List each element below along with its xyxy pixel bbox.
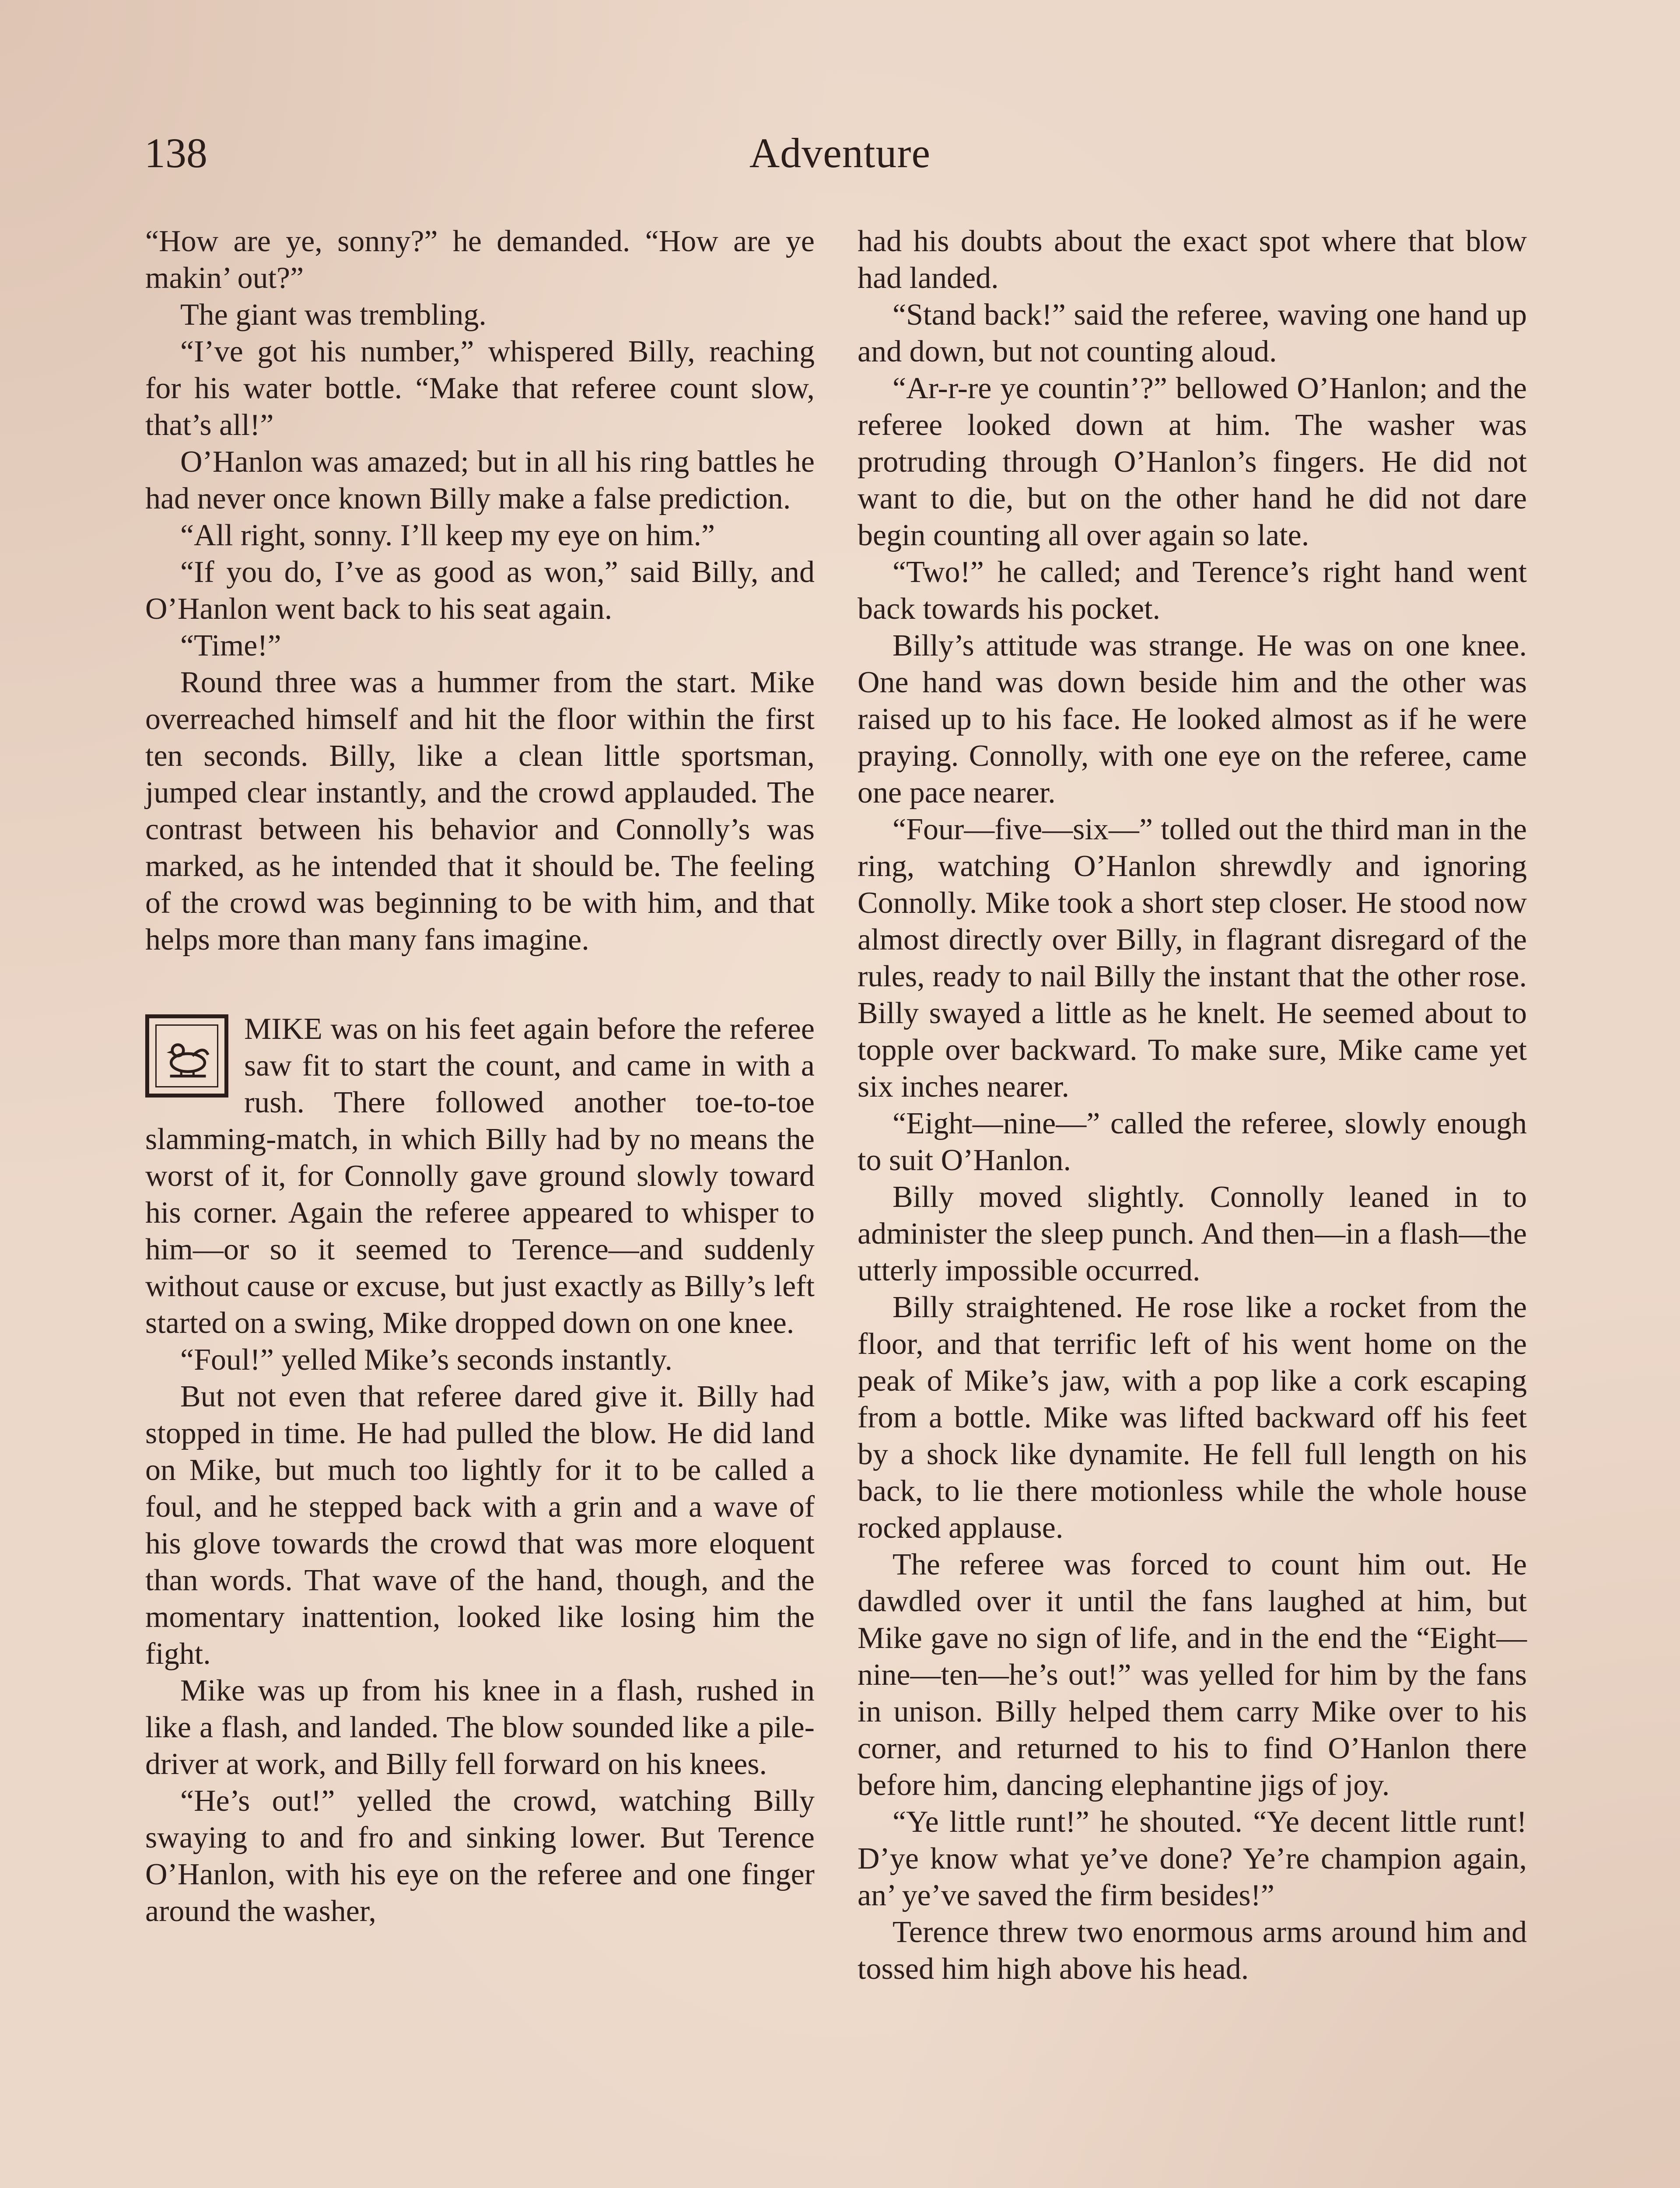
paragraph: had his doubts about the exact spot where that blow had landed. <box>858 224 1527 295</box>
paragraph: “Stand back!” said the referee, waving one hand up and down, but not counting aloud. <box>858 298 1527 368</box>
paragraph: “Ye little runt!” he shouted. “Ye decent little runt! D’ye know what ye’ve done? Ye’re champion again, an’ ye’ve saved the firm besides!” <box>858 1805 1527 1912</box>
paragraph: Mike was up from his knee in a flash, rushed in like a flash, and landed. The blow sounded like a pile-driver at work, and Billy fell forward on his knees. <box>145 1674 815 1781</box>
paragraph: “Time!” <box>180 629 281 663</box>
paragraph: “Ar-r-re ye countin’?” bellowed O’Hanlon; and the referee looked down at him. The washer was protruding through O’Hanlon’s fingers. He did not want to die, but on the other hand he did not dare begin counting all over again so late. <box>858 372 1527 552</box>
paragraph: Round three was a hummer from the start. Mike overreached himself and hit the floor within the first ten seconds. Billy, like a clean little sportsman, jumped clear instantly, and the crowd applauded. The contrast between his behavior and Connolly’s was marked, as he intended that it should be. The feeling of the crowd was beginning to be with him, and that helps more than many fans imagine. <box>145 666 815 957</box>
page-header <box>144 127 1536 179</box>
left-column <box>145 223 815 1930</box>
page-number: 138 <box>144 130 207 176</box>
paragraph: The referee was forced to count him out. He dawdled over it until the fans laughed at him, but Mike gave no sign of life, and in the end the “Eight—nine—ten—he’s out!” was yelled for him by the fans in unison. Billy helped them carry Mike over to his corner, and returned to his to find O’Hanlon there before him, dancing elephantine jigs of joy. <box>858 1548 1527 1802</box>
paragraph: “Foul!” yelled Mike’s seconds instantly. <box>180 1343 672 1377</box>
paragraph: Billy’s attitude was strange. He was on one knee. One hand was down beside him and the other was raised up to his face. He looked almost as if he were praying. Connolly, with one eye on the referee, came one pace nearer. <box>858 629 1527 810</box>
paragraph: “Eight—nine—” called the referee, slowly enough to suit O’Hanlon. <box>858 1107 1527 1177</box>
section-opening <box>145 1011 815 1342</box>
paragraph: Terence threw two enormous arms around him and tossed him high above his head. <box>858 1915 1527 1986</box>
paragraph: MIKE was on his feet again before the referee saw fit to start the count, and came in with a rush. There followed another toe-to-toe slamming-match, in which Billy had by no means the worst of it, for Connolly gave ground slowly toward his corner. Again the referee appeared to whisper to him—or so it seemed to Terence—and suddenly without cause or excuse, but just exactly as Billy’s left started on a swing, Mike dropped down on one knee. <box>145 1012 815 1340</box>
paragraph: Billy straightened. He rose like a rocket from the floor, and that terrific left of his went home on the peak of Mike’s jaw, with a pop like a cork escaping from a bottle. Mike was lifted backward off his feet by a shock like dynamite. He fell full length on his back, to lie there motionless while the whole house rocked applause. <box>858 1290 1527 1545</box>
section-break <box>145 958 815 1011</box>
bird-icon <box>159 1028 215 1084</box>
paragraph: “If you do, I’ve as good as won,” said Billy, and O’Hanlon went back to his seat again. <box>145 555 815 626</box>
paragraph: Billy moved slightly. Connolly leaned in to administer the sleep punch. And then—in a flash—the utterly impossible occurred. <box>858 1180 1527 1287</box>
paragraph: The giant was trembling. <box>180 298 486 332</box>
running-title: Adventure <box>749 130 931 176</box>
paragraph: “How are ye, sonny?” he demanded. “How are ye makin’ out?” <box>145 224 815 295</box>
paragraph: But not even that referee dared give it. Billy had stopped in time. He had pulled the blow. He did land on Mike, but much too lightly for it to be called a foul, and he stepped back with a grin and a wave of his glove towards the crowd that was more eloquent than words. That wave of the hand, though, and the momentary inattention, looked like losing him the fight. <box>145 1380 815 1671</box>
paragraph: “Four—five—six—” tolled out the third man in the ring, watching O’Hanlon shrewdly and ignoring Connolly. Mike took a short step closer. He stood now almost directly over Billy, in flagrant disregard of the rules, ready to nail Billy the instant that the other rose. Billy swayed a little as he knelt. He seemed about to topple over backward. To make sure, Mike came yet six inches nearer. <box>858 813 1527 1104</box>
paragraph: “All right, sonny. I’ll keep my eye on him.” <box>180 519 715 552</box>
right-column <box>858 223 1527 1988</box>
paragraph: “He’s out!” yelled the crowd, watching Billy swaying to and fro and sinking lower. But Terence O’Hanlon, with his eye on the referee and one finger around the washer, <box>145 1784 815 1928</box>
drop-ornament-bird-icon <box>145 1014 228 1098</box>
paragraph: “I’ve got his number,” whispered Billy, reaching for his water bottle. “Make that referee count slow, that’s all!” <box>145 335 815 442</box>
paragraph: “Two!” he called; and Terence’s right hand went back towards his pocket. <box>858 555 1527 626</box>
paragraph: O’Hanlon was amazed; but in all his ring battles he had never once known Billy make a false prediction. <box>145 445 815 515</box>
